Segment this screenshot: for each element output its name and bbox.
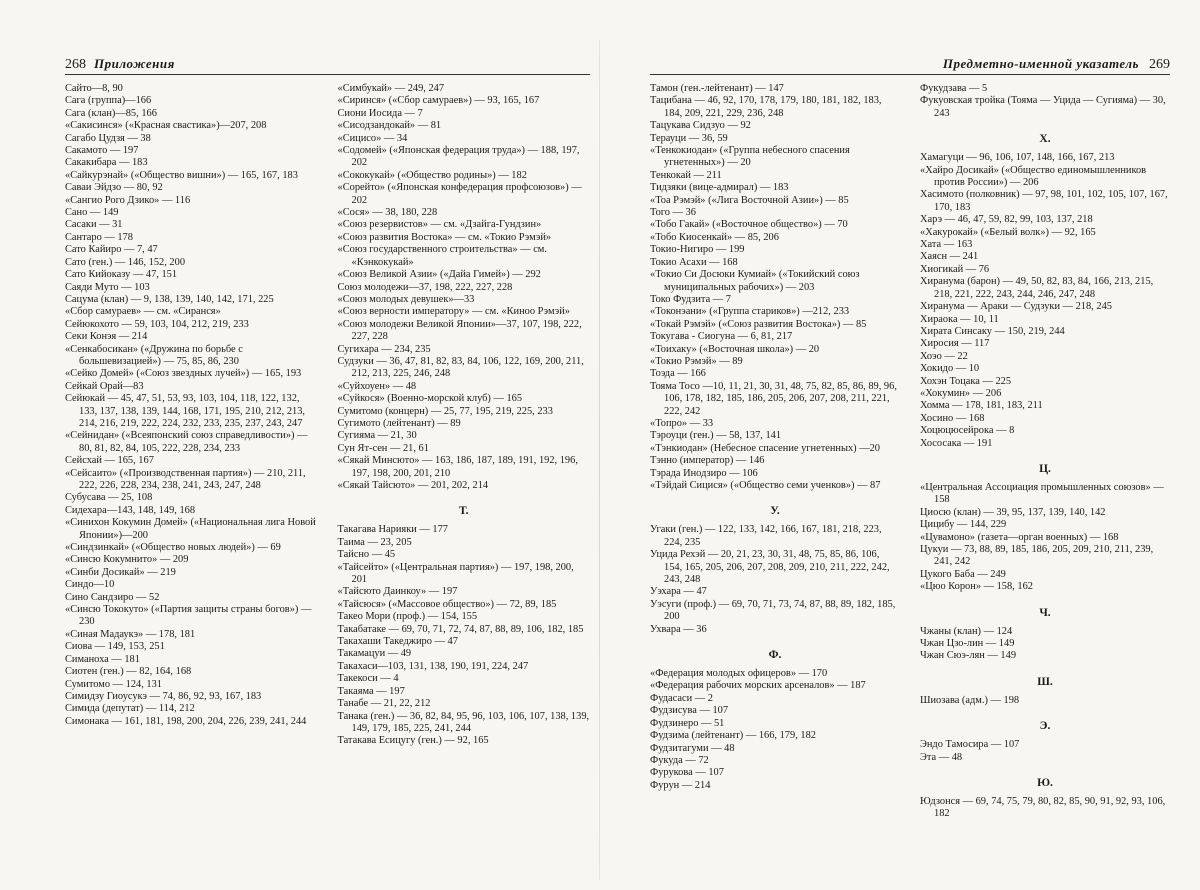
index-entry: Харэ — 46, 47, 59, 82, 99, 103, 137, 218 xyxy=(920,214,1093,226)
index-entry: «Синихон Кокумин Домей» («Национальная лига Новой Японии»)—200 xyxy=(65,517,316,541)
index-entry: Токио Асахи — 168 xyxy=(650,256,738,268)
index-entry: «Синсю Тококуто» («Партия защиты страны богов») — 230 xyxy=(65,604,312,628)
index-entry: Угаки (ген.) — 122, 133, 142, 166, 167, 181, 218, 223, 224, 235 xyxy=(650,524,882,548)
index-entry: Сугимото (лейтенант) — 89 xyxy=(337,417,461,429)
index-entry: Такабатаке — 69, 70, 71, 72, 74, 87, 88, 89, 106, 182, 185 xyxy=(337,623,584,635)
index-entry: Хиросия — 117 xyxy=(920,338,990,350)
index-entry: Хасимото (полковник) — 97, 98, 101, 102, 105, 107, 167, 170, 183 xyxy=(920,189,1168,213)
index-entry: «Тобо Гакай» («Восточное общество») — 70 xyxy=(650,219,848,231)
index-entry: Сано — 149 xyxy=(65,207,119,219)
index-entry: Фудасаси — 2 xyxy=(650,692,713,704)
index-entry: Фурукова — 107 xyxy=(650,767,724,779)
index-entry: Тэнно (император) — 146 xyxy=(650,455,765,467)
index-entry: Хиранума (барон) — 49, 50, 82, 83, 84, 166, 213, 215, 218, 221, 222, 243, 244, 246, 247, 248 xyxy=(920,276,1154,300)
index-entry: «Тоихаку» («Восточная школа») — 20 xyxy=(650,343,820,355)
index-entry: Сугияма — 21, 30 xyxy=(337,430,417,442)
index-entry: Фукуда — 72 xyxy=(650,754,709,766)
index-entry: «Хокумин» — 206 xyxy=(920,387,1002,399)
index-column xyxy=(338,83,591,748)
index-entry: Чжан Сюэ-лян — 149 xyxy=(920,650,1017,662)
section-letter: Ш. xyxy=(1037,675,1053,688)
index-column xyxy=(65,83,318,748)
index-entry: «Сорейто» («Японская конфедерация профсоюзов») — 202 xyxy=(337,182,582,206)
index-entry: Хоэо — 22 xyxy=(920,350,968,362)
index-entry: Тацукава Сидзуо — 92 xyxy=(650,120,751,132)
index-entry: Ухвара — 36 xyxy=(650,623,707,635)
index-entry: «Союз молодежи Великой Японии»—37, 107, 198, 222, 227, 228 xyxy=(337,318,582,343)
index-entry: «Сейко Домей» («Союз звездных лучей») — 165, 193 xyxy=(65,368,302,380)
index-entry: Шиозава (адм.) — 198 xyxy=(920,694,1020,706)
index-entry: Фурун — 214 xyxy=(650,779,711,791)
index-entry: Такахаши Такеджиро — 47 xyxy=(337,636,458,648)
index-entry: Такекоси — 4 xyxy=(337,673,399,685)
index-entry: Хомма — 178, 181, 183, 211 xyxy=(920,400,1043,412)
index-entry: Сиони Иосида — 7 xyxy=(337,107,423,119)
running-title: Предметно-именной указатель xyxy=(942,56,1139,71)
index-entry: Сато (ген.) — 146, 152, 200 xyxy=(65,256,186,268)
index-entry: «Союз государственного строительства» — см. «Кэнкокукай» xyxy=(337,244,547,268)
index-entry: Танака (ген.) — 36, 82, 84, 95, 96, 103, 106, 107, 138, 139, 149, 179, 185, 225, 241, 244 xyxy=(337,710,590,734)
index-entry: Токио-Нигиро — 199 xyxy=(650,244,745,256)
index-entry: «Синая Мадаукэ» — 178, 181 xyxy=(65,628,196,640)
index-entry: Хохэн Тоцака — 225 xyxy=(920,375,1012,387)
index-entry: Хираока — 10, 11 xyxy=(920,313,999,325)
index-entry: «Центральная Ассоциация промышленных союзов» — 158 xyxy=(920,481,1164,506)
running-head-left xyxy=(65,56,590,75)
index-entry: Токугава - Сиогуна — 6, 81, 217 xyxy=(650,331,793,343)
index-entry: Чжан Цзо-лин — 149 xyxy=(920,638,1015,650)
section-letter: Т. xyxy=(459,505,469,518)
index-entry: «Союз молодых девушек»—33 xyxy=(337,293,475,305)
index-entry: Саваи Эйдзо — 80, 92 xyxy=(65,182,163,194)
index-entry: Сейюкай — 45, 47, 51, 53, 93, 103, 104, 118, 122, 132, 133, 137, 138, 139, 144, 168, 171, 195, 210, 212, 213, 214, 216, 219, 222, 224, 232, 233, 235, 237, 243, 247 xyxy=(65,393,305,429)
index-entry: «Сангио Рого Дзико» — 116 xyxy=(65,194,191,206)
index-entry: Токо Фудзита — 7 xyxy=(650,293,731,305)
index-entry: Такахаси—103, 131, 138, 190, 191, 224, 247 xyxy=(337,660,529,672)
index-entry: Такео Мори (проф.) — 154, 155 xyxy=(337,611,478,623)
index-entry: «Тобо Киосенкай» — 85, 206 xyxy=(650,231,779,243)
index-entry: «Сисодзандокай» — 81 xyxy=(337,120,442,132)
index-entry: Сакакибара — 183 xyxy=(65,157,148,169)
index-entry: «Союз верности императору» — см. «Киноо Рэмэй» xyxy=(337,306,570,318)
index-entry: Хаясн — 241 xyxy=(920,251,979,263)
index-entry: Сантаро — 178 xyxy=(65,231,133,243)
index-entry: Сиова — 149, 153, 251 xyxy=(65,641,165,653)
index-entry: Тацибана — 46, 92, 170, 178, 179, 180, 181, 182, 183, 184, 209, 221, 229, 236, 248 xyxy=(650,95,882,119)
index-entry: Цукого Баба — 249 xyxy=(920,568,1006,580)
index-entry: «Суйхоуен» — 48 xyxy=(337,380,417,392)
index-entry: Сайто—8, 90 xyxy=(65,83,123,94)
index-entry: Хата — 163 xyxy=(920,239,973,251)
right-page xyxy=(600,0,1200,890)
index-entry: Тенкокай — 211 xyxy=(650,169,722,181)
index-entry: «Сякай Минсюто» — 163, 186, 187, 189, 191, 192, 196, 197, 198, 200, 201, 210 xyxy=(337,455,578,479)
section-letter: Ф. xyxy=(768,649,782,662)
index-entry: Фудзима (лейтенант) — 166, 179, 182 xyxy=(650,730,816,742)
index-entry: «Токио Рэмэй» — 89 xyxy=(650,355,743,367)
index-entry: Сун Ят-сен — 21, 61 xyxy=(337,442,429,454)
section-letter: Х. xyxy=(1039,133,1051,146)
index-entry: «Сося» — 38, 180, 228 xyxy=(337,207,438,219)
index-entry: «Сайкурэнай» («Общество вишни») — 165, 167, 183 xyxy=(65,169,298,181)
index-entry: «Синсю Кокумнито» — 209 xyxy=(65,554,189,566)
index-entry: Цицибу — 144, 229 xyxy=(920,519,1007,531)
index-entry: Цукуи — 73, 88, 89, 185, 186, 205, 209, 210, 211, 239, 241, 242 xyxy=(920,544,1154,568)
index-entry: «Сакисинся» («Красная свастика»)—207, 208 xyxy=(65,120,267,132)
index-entry: «Сицисо» — 34 xyxy=(337,132,408,144)
index-entry: Хосино — 168 xyxy=(920,412,985,424)
index-entry: Тэроуци (ген.) — 58, 137, 141 xyxy=(650,430,782,442)
index-entry: Сага (клан)—85, 166 xyxy=(65,107,157,119)
index-entry: Хососака — 191 xyxy=(920,437,993,449)
index-entry: Симидзу Гиоусукэ — 74, 86, 92, 93, 167, 183 xyxy=(65,690,262,702)
index-entry: Тэрада Инодзиро — 106 xyxy=(650,467,758,479)
section-letter: Ч. xyxy=(1039,606,1051,619)
index-entry: Сакамото — 197 xyxy=(65,145,139,157)
index-entry: Сато Кийоказу — 47, 151 xyxy=(65,269,178,281)
index-entry: Фудзисува — 107 xyxy=(650,705,729,717)
index-entry: Уэсуги (проф.) — 69, 70, 71, 73, 74, 87, 88, 89, 182, 185, 200 xyxy=(650,598,896,623)
index-entry: Уэхара — 47 xyxy=(650,586,707,598)
index-entry: Субусава — 25, 108 xyxy=(65,492,153,504)
index-entry: Сасаки — 31 xyxy=(65,219,123,231)
section-letter: Ю. xyxy=(1037,777,1053,790)
index-entry: «Союз Великой Азии» («Дайа Гимей») — 292 xyxy=(337,269,541,281)
index-entry: «Сейсаито» («Производственная партия») — 210, 211, 222, 226, 228, 234, 238, 241, 243, 247, 248 xyxy=(65,467,306,491)
index-entry: Хокидо — 10 xyxy=(920,363,980,375)
index-entry: Сиотен (ген.) — 82, 164, 168 xyxy=(65,666,192,678)
index-entry: «Тайсейто» («Центральная партия») — 197, 198, 200, 201 xyxy=(337,561,574,586)
index-entry: Тидзяки (вице-адмирал) — 183 xyxy=(650,182,789,194)
index-entry: Симида (депутат) — 114, 212 xyxy=(65,703,195,715)
index-entry: Сейюкохото — 59, 103, 104, 212, 219, 233 xyxy=(65,318,249,330)
index-entry: Тайсно — 45 xyxy=(337,549,396,561)
running-head-right xyxy=(650,56,1170,75)
index-entry: «Хакурокай» («Белый волк») — 92, 165 xyxy=(920,226,1096,238)
index-entry: Сумитомо — 124, 131 xyxy=(65,678,162,690)
index-entry: «Союз развития Востока» — см. «Токио Рэмэй» xyxy=(337,231,552,243)
index-entry: Эндо Тамосира — 107 xyxy=(920,739,1020,751)
index-entry: Сейсхай — 165, 167 xyxy=(65,455,154,467)
index-entry: «Сенкабосикан» («Дружина по борьбе с большевизацией») — 75, 85, 86, 230 xyxy=(65,343,243,367)
index-entry: Хиранума — Араки — Судзуки — 218, 245 xyxy=(920,301,1112,313)
index-entry: «Сейнидан» («Всеяпонский союз справедливости») — 80, 81, 82, 84, 105, 222, 228, 234, 233 xyxy=(65,430,308,454)
index-entry: Такагава Нарияки — 177 xyxy=(337,524,448,536)
index-entry: «Тайсюто Даинкоу» — 197 xyxy=(337,586,458,598)
index-entry: Фукудзава — 5 xyxy=(920,83,988,94)
index-entry: Терауци — 36, 59 xyxy=(650,132,728,144)
index-entry: Фудзитагуми — 48 xyxy=(650,742,735,754)
index-entry: Сумитомо (концерн) — 25, 77, 195, 219, 225, 233 xyxy=(337,405,553,417)
index-entry: «Синдзинкай» («Общество новых людей») — 69 xyxy=(65,542,281,554)
index-entry: Союз молодежи—37, 198, 222, 227, 228 xyxy=(337,281,513,293)
section-letter: У. xyxy=(770,505,780,518)
index-entry: «Цувамоно» (газета—орган военных) — 168 xyxy=(920,531,1119,543)
index-entry: «Суйкося» (Военно-морской клуб) — 165 xyxy=(337,393,523,405)
index-entry: «Тоа Рэмэй» («Лига Восточной Азии») — 85 xyxy=(650,194,849,206)
index-entry: «Топро» — 33 xyxy=(650,417,714,429)
index-column xyxy=(650,83,900,821)
index-entry: «Содомей» («Японская федерация труда») — 188, 197, 202 xyxy=(337,145,580,169)
index-entry: «Союз резервистов» — см. «Дзайга-Гундзин» xyxy=(337,219,542,231)
index-entry: Сейкай Орай—83 xyxy=(65,380,144,392)
index-entry: Тояма Тосо —10, 11, 21, 30, 31, 48, 75, 82, 85, 86, 89, 96, 106, 178, 182, 185, 186, 205, 206, 207, 208, 211, 221, 222, 242 xyxy=(650,380,897,417)
index-entry: Циосю (клан) — 39, 95, 137, 139, 140, 142 xyxy=(920,506,1106,518)
index-entry: Тамон (ген.-лейтенант) — 147 xyxy=(650,83,784,94)
index-entry: «Синби Досикай» — 219 xyxy=(65,566,176,578)
index-entry: Сугихара — 234, 235 xyxy=(337,343,431,355)
index-entry: Уцида Рехэй — 20, 21, 23, 30, 31, 48, 75, 85, 86, 106, 154, 165, 205, 206, 207, 208, 209, 210, 211, 222, 242, 243, 248 xyxy=(650,549,890,586)
index-entry: «Сякай Тайсюто» — 201, 202, 214 xyxy=(337,480,489,491)
index-entry: Судзуки — 36, 47, 81, 82, 83, 84, 106, 122, 169, 200, 211, 212, 213, 225, 246, 248 xyxy=(337,355,584,380)
index-entry: Сагабо Цудзя — 38 xyxy=(65,132,151,144)
index-entry: Сацума (клан) — 9, 138, 139, 140, 142, 171, 225 xyxy=(65,293,274,305)
index-entry: Хоцюцюсейрока — 8 xyxy=(920,425,1015,437)
index-entry: Татакава Есицугу (ген.) — 92, 165 xyxy=(337,735,489,747)
index-entry: Сага (группа)—166 xyxy=(65,95,152,107)
index-entry: Того — 36 xyxy=(650,207,696,219)
index-entry: Фукуовская тройка (Тояма — Уцида — Сугияма) — 30, 243 xyxy=(920,95,1166,119)
index-entry: «Тенкокиодан» («Группа небесного спасения угнетенных») — 20 xyxy=(650,145,850,169)
index-entry: Юдзонся — 69, 74, 75, 79, 80, 82, 85, 90, 91, 92, 93, 106, 182 xyxy=(920,796,1166,820)
index-entry: Такаяма — 197 xyxy=(337,685,405,697)
section-letter: Э. xyxy=(1039,720,1051,733)
index-entry: «Сиринся» («Сбор самураев») — 93, 165, 167 xyxy=(337,95,540,107)
index-entry: Хирата Синсаку — 150, 219, 244 xyxy=(920,325,1065,337)
index-entry: Сато Кайиро — 7, 47 xyxy=(65,244,158,256)
index-entry: Секи Конэя — 214 xyxy=(65,331,148,343)
index-entry: «Сококукай» («Общество родины») — 182 xyxy=(337,169,527,181)
index-entry: Симаноха — 181 xyxy=(65,653,140,665)
index-entry: «Токай Рэмэй» («Союз развития Востока») — 85 xyxy=(650,318,867,330)
index-entry: Хиогикай — 76 xyxy=(920,263,990,275)
index-entry: Фудзинеро — 51 xyxy=(650,717,725,729)
index-entry: «Тэнкиодан» (Небесное спасение угнетенных) —20 xyxy=(650,442,881,454)
index-entry: «Цюо Корон» — 158, 162 xyxy=(920,581,1033,593)
index-entry: Симонака — 161, 181, 198, 200, 204, 226, 239, 241, 244 xyxy=(65,715,307,727)
index-entry: Хамагуци — 96, 106, 107, 148, 166, 167, 213 xyxy=(920,152,1115,164)
running-title: Приложения xyxy=(94,56,175,71)
index-entry: Таима — 23, 205 xyxy=(337,536,412,548)
index-entry: Чжаны (клан) — 124 xyxy=(920,625,1013,637)
index-entry: «Токонэани» («Группа стариков») —212, 233 xyxy=(650,306,850,318)
index-entry: Тоэда — 166 xyxy=(650,368,706,380)
index-entry: «Токио Си Досюки Кумиай» («Токийский союз муниципальных рабочих») — 203 xyxy=(650,269,860,293)
index-entry: «Симбукай» — 249, 247 xyxy=(337,83,445,94)
index-entry: Сино Сандзиро — 52 xyxy=(65,591,160,603)
page-number: 269 xyxy=(1149,57,1170,72)
index-entry: Танабе — 21, 22, 212 xyxy=(337,698,431,710)
index-entry: «Хайро Досикай» («Общество единомышленников против России») — 206 xyxy=(920,164,1147,189)
index-entry: «Сбор самураев» — см. «Сиранся» xyxy=(65,306,221,318)
index-entry: Сидехара—143, 148, 149, 168 xyxy=(65,504,196,516)
index-entry: «Тэйдай Сицися» («Общество семи ученков») — 87 xyxy=(650,480,881,491)
section-letter: Ц. xyxy=(1039,462,1051,475)
index-entry: Эта — 48 xyxy=(920,751,963,763)
index-entry: Синдо—10 xyxy=(65,579,115,591)
index-column xyxy=(920,83,1170,821)
page-number: 268 xyxy=(65,57,86,72)
index-entry: Такамацуи — 49 xyxy=(337,648,412,660)
index-entry: Саяди Муто — 103 xyxy=(65,281,150,293)
index-entry: «Тайсюся» («Массовое общество») — 72, 89, 185 xyxy=(337,598,557,610)
index-entry: «Федерация молодых офицеров» — 170 xyxy=(650,668,828,680)
index-entry: «Федерация рабочих морских арсеналов» — 187 xyxy=(650,680,866,692)
